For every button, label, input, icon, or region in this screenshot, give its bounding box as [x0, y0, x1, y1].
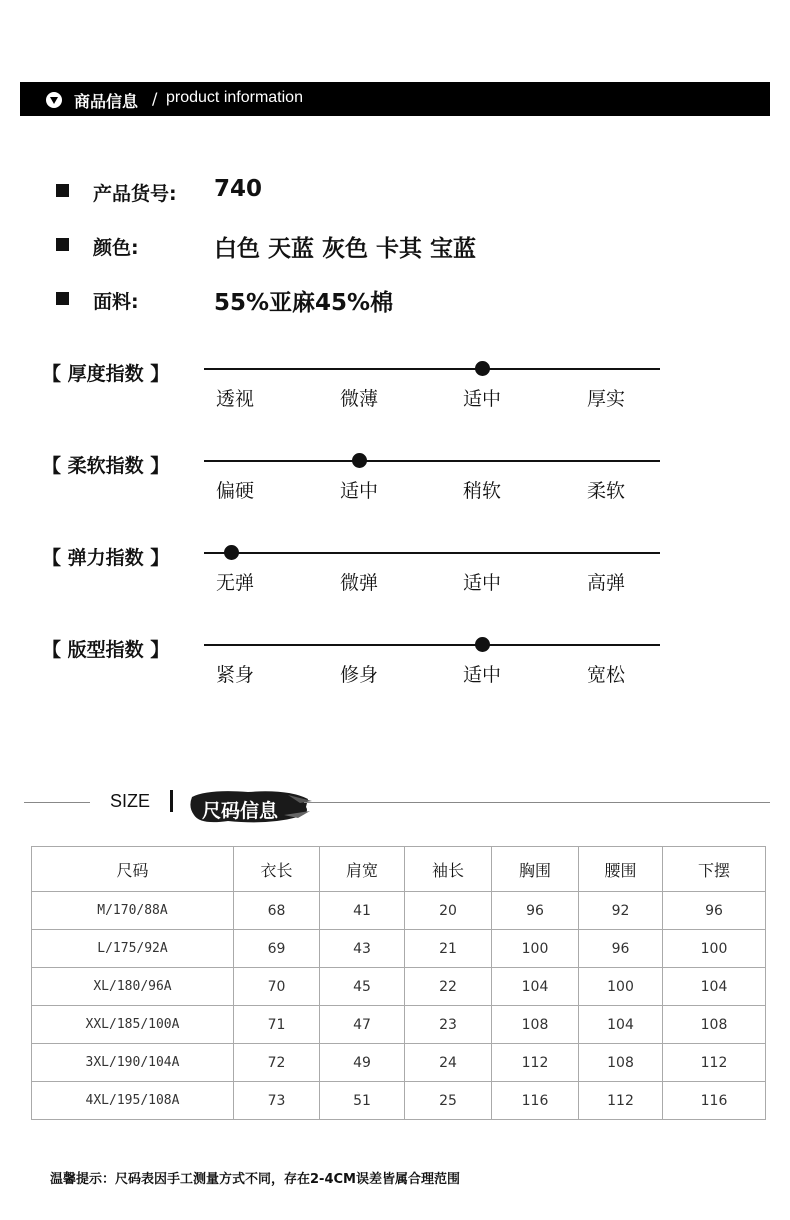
index-level-label: 适中	[462, 664, 501, 686]
index-level-label: 修身	[339, 664, 378, 686]
index-title: 【 弹力指数 】	[42, 547, 170, 569]
index-scale-line	[204, 552, 660, 554]
info-label: 颜色:	[93, 237, 139, 259]
table-cell: 41	[320, 892, 405, 930]
table-cell: 116	[492, 1082, 579, 1120]
table-row	[32, 1082, 766, 1120]
index-title: 【 版型指数 】	[42, 639, 170, 661]
table-cell: XXL/185/100A	[32, 1006, 234, 1044]
index-softness	[0, 451, 790, 531]
table-cell: 100	[663, 930, 766, 968]
product-info-header	[20, 82, 770, 116]
info-value: 白色 天蓝 灰色 卡其 宝蓝	[214, 236, 477, 262]
index-level-label: 稍软	[462, 480, 501, 502]
divider-line	[24, 802, 90, 803]
size-table	[31, 846, 766, 1120]
table-cell: 4XL/195/108A	[32, 1082, 234, 1120]
index-level-label: 适中	[462, 388, 501, 410]
table-cell: 116	[663, 1082, 766, 1120]
column-header: 尺码	[32, 847, 234, 892]
table-cell: 45	[320, 968, 405, 1006]
table-cell: 21	[405, 930, 492, 968]
index-marker-dot	[224, 545, 239, 560]
table-cell: 112	[579, 1082, 663, 1120]
table-cell: 68	[234, 892, 320, 930]
table-cell: 112	[492, 1044, 579, 1082]
index-marker-dot	[475, 361, 490, 376]
table-row	[32, 1044, 766, 1082]
divider-line	[304, 802, 770, 803]
table-cell: 108	[579, 1044, 663, 1082]
index-level-label: 厚实	[586, 388, 625, 410]
size-title-separator	[170, 790, 173, 812]
square-bullet-icon	[56, 184, 69, 197]
table-cell: 47	[320, 1006, 405, 1044]
index-marker-dot	[352, 453, 367, 468]
column-header: 衣长	[234, 847, 320, 892]
table-row	[32, 968, 766, 1006]
index-fit	[0, 635, 790, 715]
table-cell: 96	[579, 930, 663, 968]
index-scale-line	[204, 644, 660, 646]
square-bullet-icon	[56, 238, 69, 251]
table-cell: 3XL/190/104A	[32, 1044, 234, 1082]
index-level-label: 微弹	[339, 572, 378, 594]
index-level-label: 适中	[462, 572, 501, 594]
table-cell: 96	[492, 892, 579, 930]
index-level-label: 高弹	[586, 572, 625, 594]
table-cell: 96	[663, 892, 766, 930]
table-cell: 22	[405, 968, 492, 1006]
index-scale-line	[204, 368, 660, 370]
header-separator: /	[152, 89, 158, 108]
table-cell: 70	[234, 968, 320, 1006]
table-cell: L/175/92A	[32, 930, 234, 968]
index-level-label: 适中	[339, 480, 378, 502]
size-footnote: 温馨提示：尺码表因手工测量方式不同，存在2-4CM误差皆属合理范围	[50, 1172, 460, 1187]
table-header-row	[32, 847, 766, 892]
info-row-colors	[56, 230, 656, 260]
info-label: 面料:	[93, 291, 139, 313]
index-elasticity	[0, 543, 790, 623]
column-header: 腰围	[579, 847, 663, 892]
info-value: 55%亚麻45%棉	[214, 290, 394, 316]
table-cell: 108	[663, 1006, 766, 1044]
column-header: 胸围	[492, 847, 579, 892]
index-level-label: 无弹	[215, 572, 254, 594]
table-cell: 24	[405, 1044, 492, 1082]
size-title-en: SIZE	[110, 791, 151, 811]
table-cell: 72	[234, 1044, 320, 1082]
header-title-en: product information	[166, 89, 303, 106]
table-cell: 104	[663, 968, 766, 1006]
square-bullet-icon	[56, 292, 69, 305]
size-title-cn: 尺码信息	[202, 800, 279, 822]
table-cell: 20	[405, 892, 492, 930]
table-cell: 104	[492, 968, 579, 1006]
table-cell: 69	[234, 930, 320, 968]
table-row	[32, 930, 766, 968]
column-header: 袖长	[405, 847, 492, 892]
heart-down-icon	[46, 92, 62, 108]
info-row-item-number	[56, 176, 656, 206]
table-cell: 25	[405, 1082, 492, 1120]
index-level-label: 柔软	[586, 480, 625, 502]
table-cell: 104	[579, 1006, 663, 1044]
table-row	[32, 1006, 766, 1044]
index-thickness	[0, 359, 790, 439]
table-cell: 73	[234, 1082, 320, 1120]
table-cell: XL/180/96A	[32, 968, 234, 1006]
table-cell: 112	[663, 1044, 766, 1082]
index-title: 【 厚度指数 】	[42, 363, 170, 385]
index-level-label: 宽松	[586, 664, 625, 686]
info-value: 740	[214, 176, 263, 202]
column-header: 肩宽	[320, 847, 405, 892]
table-cell: 92	[579, 892, 663, 930]
info-row-fabric	[56, 284, 656, 314]
table-cell: 71	[234, 1006, 320, 1044]
index-level-label: 透视	[215, 388, 254, 410]
index-scale-line	[204, 460, 660, 462]
table-cell: 100	[579, 968, 663, 1006]
table-cell: 43	[320, 930, 405, 968]
table-cell: 49	[320, 1044, 405, 1082]
table-cell: 51	[320, 1082, 405, 1120]
index-level-label: 微薄	[339, 388, 378, 410]
table-cell: M/170/88A	[32, 892, 234, 930]
index-level-label: 偏硬	[215, 480, 254, 502]
table-cell: 23	[405, 1006, 492, 1044]
table-cell: 108	[492, 1006, 579, 1044]
index-level-label: 紧身	[215, 664, 254, 686]
index-marker-dot	[475, 637, 490, 652]
info-label: 产品货号:	[93, 183, 177, 205]
column-header: 下摆	[663, 847, 766, 892]
header-title-cn: 商品信息	[74, 92, 139, 111]
index-title: 【 柔软指数 】	[42, 455, 170, 477]
table-cell: 100	[492, 930, 579, 968]
table-row	[32, 892, 766, 930]
